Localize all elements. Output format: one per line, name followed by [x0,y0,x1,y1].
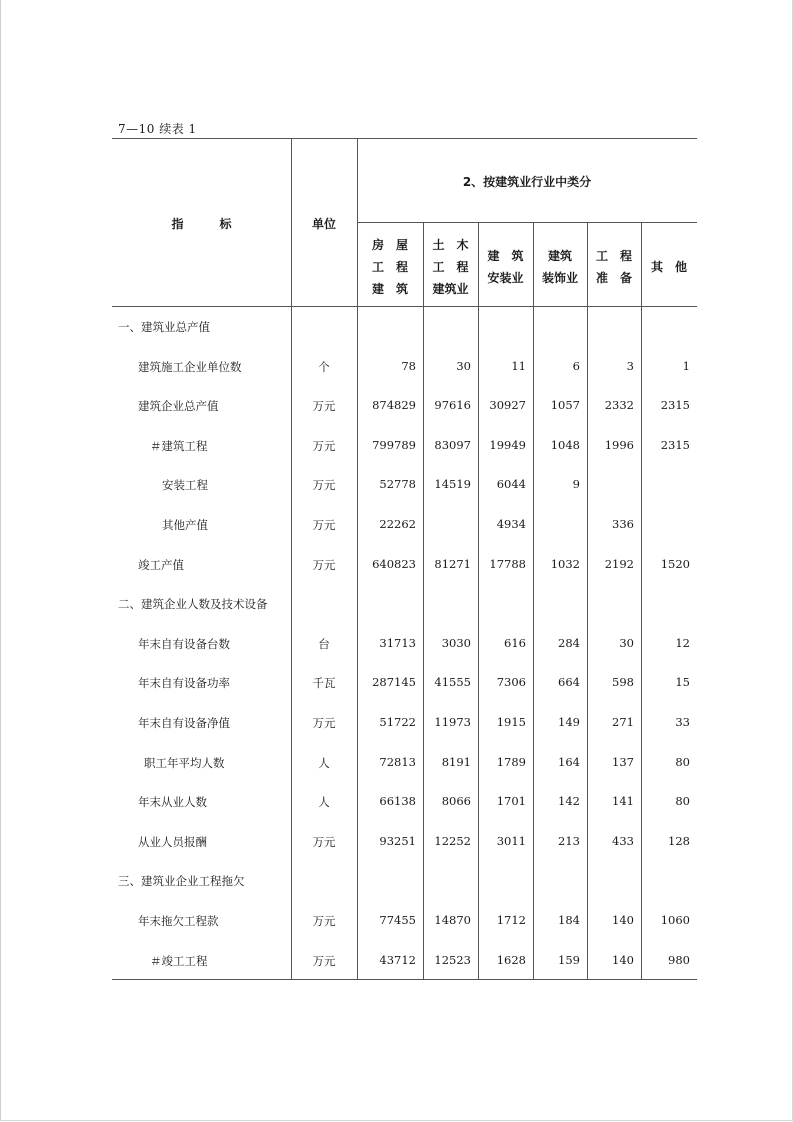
data-cell: 1032 [550,557,580,571]
data-cell: 11973 [434,715,471,729]
data-cell: 2192 [604,557,634,571]
data-cell: 19949 [489,438,526,452]
group-header-rule [357,222,697,223]
data-cell: 598 [612,675,634,689]
header-indicator: 指 标 [171,217,232,231]
data-cell: 2332 [604,398,634,412]
column-header-6-line-1: 其 他 [650,260,687,274]
row-label: 职工年平均人数 [144,756,225,770]
column-header-2-line-1: 土 木 [432,238,469,252]
row-label: 二、建筑企业人数及技术设备 [118,597,268,611]
column-header-1-line-3: 建 筑 [371,282,408,296]
row-label: 年末自有设备净值 [138,716,230,730]
data-cell: 2315 [660,438,690,452]
data-cell: 1628 [496,953,526,967]
data-cell: 213 [558,834,580,848]
data-cell: 980 [668,953,690,967]
data-cell: 12252 [434,834,471,848]
data-cell: 1057 [550,398,580,412]
data-cell: 72813 [379,755,416,769]
divider-col-4 [587,222,588,980]
table-top-rule [112,138,697,139]
row-label: 竣工产值 [138,558,184,572]
data-cell: 41555 [434,675,471,689]
data-cell: 1048 [550,438,580,452]
column-header-2-line-2: 工 程 [432,260,469,274]
row-unit: 个 [318,360,330,374]
row-unit: 人 [318,795,330,809]
data-cell: 336 [612,517,634,531]
row-unit: 千瓦 [312,676,336,690]
data-cell: 77455 [379,913,416,927]
row-unit: 万元 [312,399,336,413]
data-cell: 43712 [379,953,416,967]
row-unit: 万元 [312,914,336,928]
data-cell: 30 [456,359,471,373]
data-cell: 66138 [379,794,416,808]
data-cell: 52778 [379,477,416,491]
data-cell: 97616 [434,398,471,412]
row-unit: 台 [318,637,330,651]
data-cell: 22262 [379,517,416,531]
data-cell: 137 [612,755,634,769]
data-cell: 142 [558,794,580,808]
table-caption: 7—10 续表 1 [118,122,197,136]
row-label: ＃竣工工程 [150,954,208,968]
data-cell: 141 [612,794,634,808]
data-cell: 271 [612,715,634,729]
data-cell: 31713 [379,636,416,650]
data-cell: 128 [668,834,690,848]
data-cell: 640823 [372,557,416,571]
data-cell: 30 [619,636,634,650]
data-cell: 287145 [372,675,416,689]
data-cell: 7306 [496,675,526,689]
data-cell: 1 [682,359,690,373]
row-label: 建筑企业总产值 [138,399,219,413]
data-cell: 81271 [434,557,471,571]
data-cell: 159 [558,953,580,967]
column-header-4-line-2: 装饰业 [541,271,578,285]
data-cell: 6044 [496,477,526,491]
data-cell: 9 [572,477,580,491]
header-unit: 单位 [311,217,336,231]
column-header-1-line-2: 工 程 [371,260,408,274]
data-cell: 51722 [379,715,416,729]
data-cell: 140 [612,953,634,967]
data-cell: 1915 [496,715,526,729]
row-unit: 万元 [312,558,336,572]
data-cell: 80 [675,755,690,769]
column-header-1-line-1: 房 屋 [371,238,408,252]
data-cell: 284 [558,636,580,650]
data-cell: 433 [612,834,634,848]
row-unit: 万元 [312,716,336,730]
row-label: 建筑施工企业单位数 [138,360,242,374]
divider-col-2 [478,222,479,980]
column-header-3-line-2: 安装业 [487,271,524,285]
table-bottom-rule [112,979,697,980]
row-unit: 人 [318,756,330,770]
row-label: 从业人员报酬 [138,835,207,849]
data-cell: 1712 [496,913,526,927]
data-cell: 1701 [496,794,526,808]
data-cell: 12523 [434,953,471,967]
data-cell: 184 [558,913,580,927]
data-cell: 17788 [489,557,526,571]
data-cell: 93251 [379,834,416,848]
data-cell: 616 [504,636,526,650]
data-cell: 1520 [660,557,690,571]
data-cell: 30927 [489,398,526,412]
data-cell: 3 [626,359,634,373]
data-cell: 164 [558,755,580,769]
row-label: 其他产值 [162,518,208,532]
row-unit: 万元 [312,518,336,532]
row-unit: 万元 [312,478,336,492]
row-label: 年末拖欠工程款 [138,914,219,928]
divider-col-1 [423,222,424,980]
data-cell: 664 [558,675,580,689]
row-label: ＃建筑工程 [150,439,208,453]
data-cell: 4934 [496,517,526,531]
data-cell: 8191 [441,755,471,769]
row-unit: 万元 [312,439,336,453]
data-cell: 83097 [434,438,471,452]
data-cell: 140 [612,913,634,927]
header-bottom-rule [112,306,697,307]
column-header-5-line-2: 准 备 [595,271,632,285]
divider-col-3 [533,222,534,980]
row-label: 年末自有设备功率 [138,676,230,690]
row-unit: 万元 [312,835,336,849]
row-label: 一、建筑业总产值 [118,320,210,334]
row-label: 年末从业人数 [138,795,207,809]
data-cell: 11 [511,359,526,373]
data-cell: 1996 [604,438,634,452]
data-cell: 1060 [660,913,690,927]
data-cell: 874829 [372,398,416,412]
column-header-4-line-1: 建筑 [547,249,572,263]
column-header-3-line-1: 建 筑 [487,249,524,263]
data-cell: 2315 [660,398,690,412]
data-cell: 1789 [496,755,526,769]
row-unit: 万元 [312,954,336,968]
header-group-title: 2、按建筑业行业中类分 [462,175,592,189]
data-cell: 3011 [496,834,526,848]
column-header-2-line-3: 建筑业 [432,282,469,296]
data-cell: 149 [558,715,580,729]
data-cell: 6 [572,359,580,373]
column-header-5-line-1: 工 程 [595,249,632,263]
data-cell: 78 [401,359,416,373]
data-cell: 80 [675,794,690,808]
row-label: 安装工程 [162,478,208,492]
data-cell: 15 [675,675,690,689]
row-label: 三、建筑业企业工程拖欠 [118,874,245,888]
data-cell: 12 [675,636,690,650]
data-cell: 3030 [441,636,471,650]
row-label: 年末自有设备台数 [138,637,230,651]
divider-col-5 [641,222,642,980]
data-cell: 799789 [372,438,416,452]
data-cell: 14870 [434,913,471,927]
data-cell: 8066 [441,794,471,808]
data-cell: 33 [675,715,690,729]
data-cell: 14519 [434,477,471,491]
